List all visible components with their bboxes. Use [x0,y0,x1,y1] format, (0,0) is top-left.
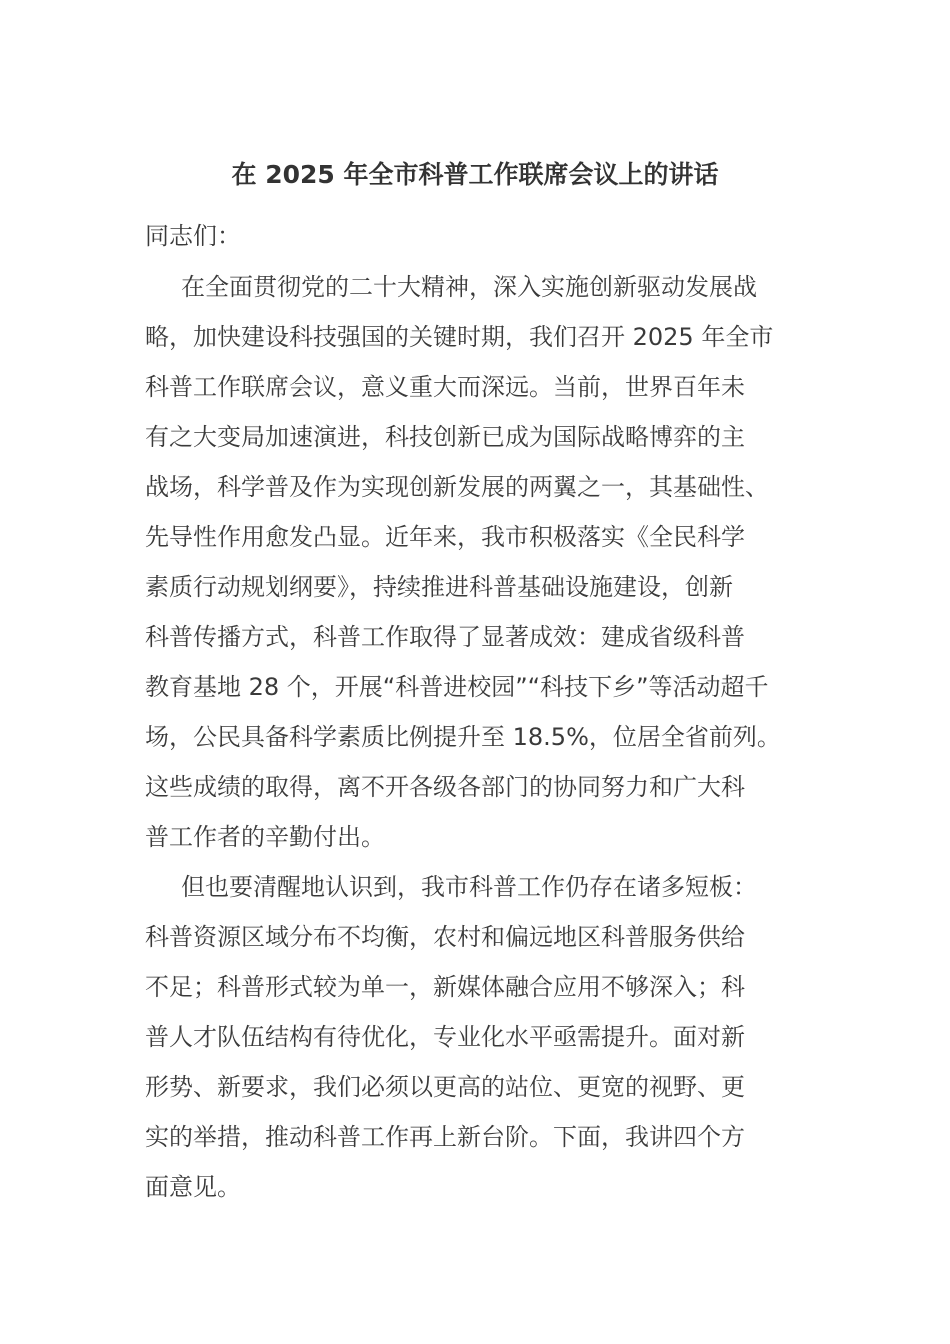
paragraph-line: 略，加快建设科技强国的关键时期，我们召开 2025 年全市 [145,323,774,351]
paragraph-line: 战场，科学普及作为实现创新发展的两翼之一，其基础性、 [145,473,769,501]
paragraph-line: 素质行动规划纲要》，持续推进科普基础设施建设，创新 [145,573,733,601]
paragraph-line: 这些成绩的取得，离不开各级各部门的协同努力和广大科 [145,773,745,801]
paragraph-line: 科普工作联席会议，意义重大而深远。当前，世界百年未 [145,373,745,401]
paragraph-line: 但也要清醒地认识到，我市科普工作仍存在诸多短板： [181,873,757,901]
salutation: 同志们： [145,222,241,250]
paragraph-2 [145,862,825,1212]
paragraph-line: 普人才队伍结构有待优化，专业化水平亟需提升。面对新 [145,1023,745,1051]
paragraph-line: 不足；科普形式较为单一，新媒体融合应用不够深入；科 [145,973,745,1001]
paragraph-line: 在全面贯彻党的二十大精神，深入实施创新驱动发展战 [181,273,757,301]
paragraph-line: 先导性作用愈发凸显。近年来，我市积极落实《全民科学 [145,523,745,551]
paragraph-line: 教育基地 28 个，开展“科普进校园”“科技下乡”等活动超千 [145,673,769,701]
paragraph-line: 科普传播方式，科普工作取得了显著成效：建成省级科普 [145,623,745,651]
paragraph-line: 有之大变局加速演进，科技创新已成为国际战略博弈的主 [145,423,745,451]
paragraph-line: 面意见。 [145,1173,241,1201]
paragraph-line: 实的举措，推动科普工作再上新台阶。下面，我讲四个方 [145,1123,745,1151]
paragraph-1 [145,262,825,862]
paragraph-line: 形势、新要求，我们必须以更高的站位、更宽的视野、更 [145,1073,745,1101]
paragraph-line: 普工作者的辛勤付出。 [145,823,385,851]
document-title: 在 2025 年全市科普工作联席会议上的讲话 [231,160,719,189]
paragraph-line: 场，公民具备科学素质比例提升至 18.5%，位居全省前列。 [145,723,781,751]
paragraph-line: 科普资源区域分布不均衡，农村和偏远地区科普服务供给 [145,923,745,951]
